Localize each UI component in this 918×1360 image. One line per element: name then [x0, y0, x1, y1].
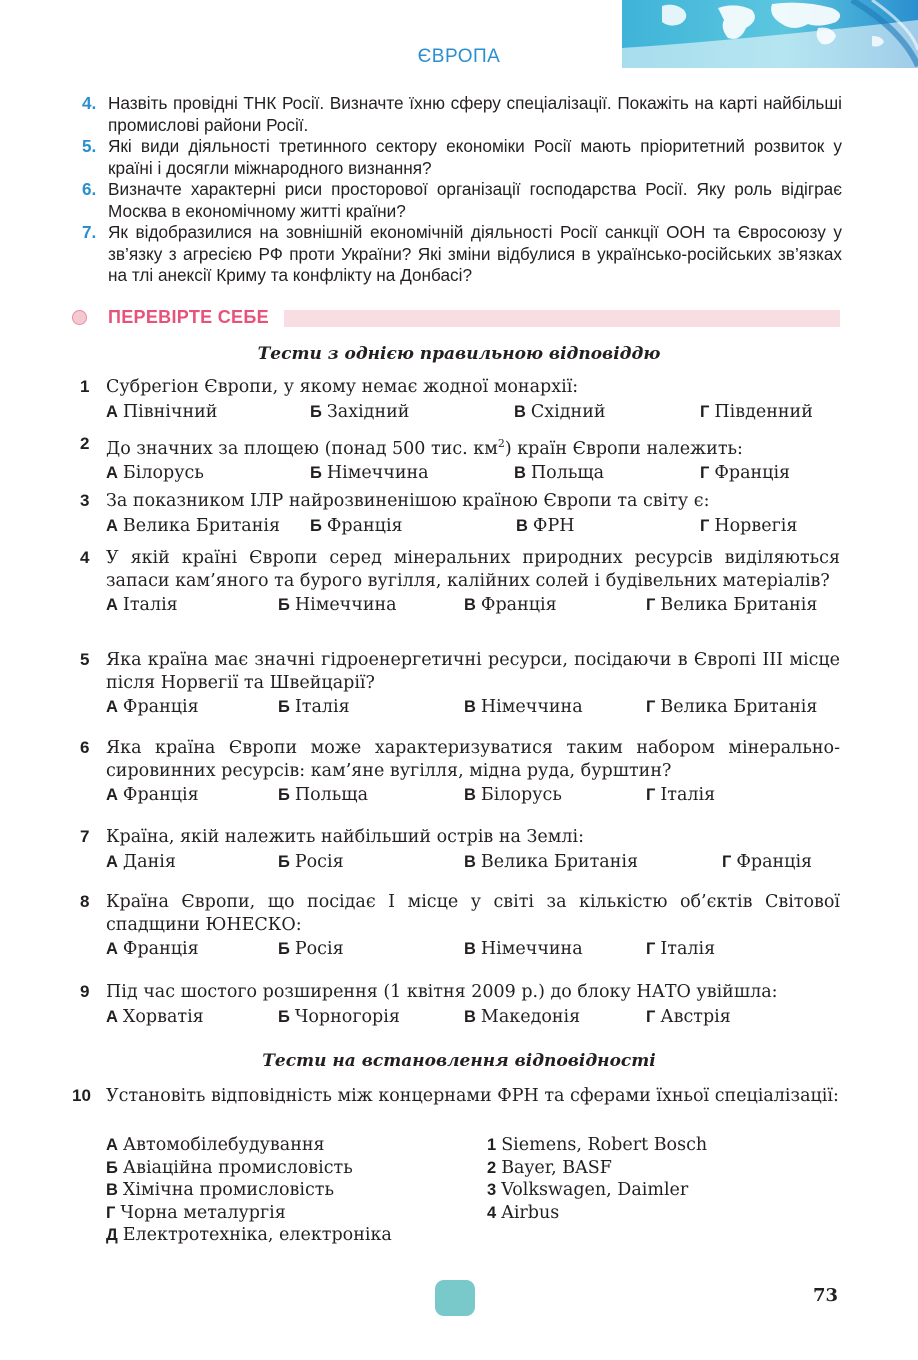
- answer-option[interactable]: Г Норвегія: [700, 515, 798, 536]
- review-questions: [82, 93, 842, 287]
- review-question: [82, 136, 842, 179]
- test-text: Під час шостого розширення (1 квітня 2009 р.) до блоку НАТО увійшла:: [106, 982, 778, 1002]
- answer-option[interactable]: Г Італія: [646, 785, 716, 805]
- test-number: 4: [80, 548, 90, 567]
- question-number: 7.: [82, 222, 97, 242]
- answer-option[interactable]: А Північний: [106, 401, 218, 422]
- answer-option[interactable]: В Німеччина: [464, 697, 583, 717]
- matching-heading: Тести на встановлення відповідності: [262, 1051, 656, 1071]
- answer-option[interactable]: Г Італія: [646, 939, 716, 959]
- match-right-item[interactable]: 4 Airbus: [487, 1202, 560, 1223]
- test-number: 5: [80, 650, 90, 669]
- circle-bullet-icon: [72, 310, 87, 325]
- section-title: ЄВРОПА: [417, 46, 501, 67]
- answer-option[interactable]: Г Австрія: [646, 1006, 731, 1027]
- page-number: 73: [812, 1285, 838, 1306]
- answer-option[interactable]: А Велика Британія: [106, 515, 280, 536]
- single-answer-heading: Тести з однією правильною відповіддю: [257, 344, 661, 364]
- question-text: Які види діяльності третинного сектору економіки Росії мають пріоритетний розвиток у країні і досягли міжнародного визнання?: [108, 136, 842, 178]
- superscript: 2: [497, 437, 505, 450]
- answer-option[interactable]: Б Чорногорія: [278, 1006, 400, 1027]
- test-text: Яка країна Європи може характеризуватися таким набором мінерально-сировинних ресурсів: кам’яне вугілля, мідна руда, бурштин?: [106, 738, 840, 781]
- test-number: 6: [80, 738, 90, 757]
- answer-option[interactable]: Г Франція: [722, 851, 813, 872]
- check-yourself-title: ПЕРЕВІРТЕ СЕБЕ: [108, 307, 269, 327]
- answer-option[interactable]: А Франція: [106, 697, 199, 717]
- test-number: 3: [80, 491, 90, 510]
- test-question: [80, 433, 840, 485]
- match-left-item[interactable]: Б Авіаційна промисловість: [106, 1157, 353, 1178]
- answer-option[interactable]: А Хорватія: [106, 1006, 204, 1027]
- answer-option[interactable]: В Польща: [514, 463, 605, 484]
- answer-option[interactable]: В ФРН: [516, 515, 575, 536]
- question-number: 4.: [82, 93, 97, 113]
- answer-option[interactable]: Б Польща: [278, 785, 369, 805]
- answer-option[interactable]: Б Німеччина: [278, 595, 397, 615]
- answer-option[interactable]: Б Франція: [310, 515, 403, 536]
- answer-option[interactable]: Г Велика Британія: [646, 595, 818, 615]
- answer-options: [80, 696, 840, 719]
- answer-option[interactable]: А Франція: [106, 785, 199, 805]
- title-band: [284, 310, 840, 327]
- answer-option[interactable]: Б Італія: [278, 697, 350, 717]
- answer-option[interactable]: Г Франція: [700, 463, 791, 484]
- test-question: [80, 981, 840, 1029]
- question-text: Назвіть провідні ТНК Росії. Визначте їхню сферу спеціалізації. Покажіть на карті найбільші промислові райони Росії.: [108, 93, 842, 135]
- test-question: [80, 376, 840, 424]
- test-text: Країна Європи, що посідає І місце у світі за кількістю об’єктів Світової спадщини ЮНЕСКО:: [106, 892, 840, 935]
- answer-options: [80, 1006, 840, 1029]
- test-text: Субрегіон Європи, у якому немає жодної монархії:: [106, 377, 579, 397]
- review-question: [82, 222, 842, 287]
- answer-options: [80, 851, 840, 874]
- answer-option[interactable]: В Велика Британія: [464, 851, 638, 872]
- answer-option[interactable]: А Данія: [106, 851, 176, 872]
- match-left-item[interactable]: В Хімічна промисловість: [106, 1180, 335, 1200]
- question-text: Визначте характерні риси просторової організації господарства Росії. Яку роль відіграє Москва в економічному житті країни?: [108, 179, 842, 221]
- answer-option[interactable]: Б Західний: [310, 401, 410, 422]
- answer-option[interactable]: А Франція: [106, 939, 199, 959]
- test-question: [80, 490, 840, 538]
- test-question: [80, 649, 840, 719]
- question-number: 6.: [82, 179, 97, 199]
- answer-options: [80, 462, 840, 485]
- answer-option[interactable]: Б Росія: [278, 851, 344, 872]
- test-number: 2: [80, 434, 90, 453]
- question-number: 5.: [82, 136, 97, 156]
- question-text: Як відобразилися на зовнішній економічній діяльності Росії санкції ООН та Євросоюзу у зв’язку з агресією РФ проти України? Які зміни відбулися в українсько-російських зв’язках на тлі анексії Криму та конфлікту на Донбасі?: [108, 222, 842, 285]
- match-right-item[interactable]: 1 Siemens, Robert Bosch: [487, 1135, 708, 1155]
- answer-option[interactable]: А Білорусь: [106, 463, 204, 484]
- test-text: Установіть відповідність між концернами ФРН та сферами їхньої спеціалізації:: [106, 1086, 839, 1106]
- match-left-item[interactable]: Г Чорна металургія: [106, 1202, 286, 1223]
- test-text: Яка країна має значні гідроенергетичні ресурси, посідаючи в Європі ІІІ місце після Норвегії та Швейцарії?: [106, 650, 840, 693]
- test-number: 7: [80, 827, 90, 846]
- review-question: [82, 93, 842, 136]
- answer-option[interactable]: В Східний: [514, 401, 606, 422]
- test-question: [80, 737, 840, 807]
- test-number: 1: [80, 377, 90, 396]
- test-number: 10: [72, 1086, 91, 1105]
- answer-options: [80, 594, 840, 617]
- answer-option[interactable]: Г Південний: [700, 401, 813, 422]
- test-text-pre: До значних за площею (понад 500 тис. км: [106, 438, 498, 459]
- answer-option[interactable]: В Німеччина: [464, 939, 583, 959]
- answer-option[interactable]: А Італія: [106, 595, 178, 615]
- test-question: [80, 891, 840, 961]
- answer-options: [80, 784, 840, 807]
- test-question: [80, 826, 840, 874]
- test-text: У якій країні Європи серед мінеральних природних ресурсів виділяються запаси кам’яного та бурого вугілля, калійних солей і будівельних матеріалів?: [106, 548, 840, 591]
- answer-option[interactable]: Г Велика Британія: [646, 697, 818, 717]
- test-text: Країна, якій належить найбільший острів на Землі:: [106, 827, 584, 847]
- answer-option[interactable]: В Македонія: [464, 1006, 581, 1027]
- matching-question: [72, 1085, 840, 1108]
- answer-option[interactable]: Б Німеччина: [310, 463, 429, 484]
- answer-option[interactable]: В Франція: [464, 595, 557, 615]
- matching-columns: [106, 1134, 806, 1247]
- match-left-item[interactable]: Д Електротехніка, електроніка: [106, 1225, 392, 1245]
- page-tab-decoration: [435, 1280, 475, 1316]
- match-right-item[interactable]: 3 Volkswagen, Daimler: [487, 1180, 689, 1200]
- test-text-post: ) країн Європи належить:: [504, 438, 743, 459]
- match-right-item[interactable]: 2 Bayer, BASF: [487, 1157, 612, 1178]
- answer-options: [80, 401, 840, 424]
- answer-option[interactable]: Б Росія: [278, 939, 344, 959]
- answer-option[interactable]: В Білорусь: [464, 785, 562, 805]
- answer-options: [80, 515, 840, 538]
- test-number: 9: [80, 982, 90, 1001]
- test-text: За показником ІЛР найрозвиненішою країною Європи та світу є:: [106, 491, 710, 511]
- review-question: [82, 179, 842, 222]
- match-left-item[interactable]: А Автомобілебудування: [106, 1135, 325, 1155]
- answer-options: [80, 938, 840, 961]
- check-yourself-header: [72, 307, 840, 331]
- test-number: 8: [80, 892, 90, 911]
- test-question: [80, 547, 840, 617]
